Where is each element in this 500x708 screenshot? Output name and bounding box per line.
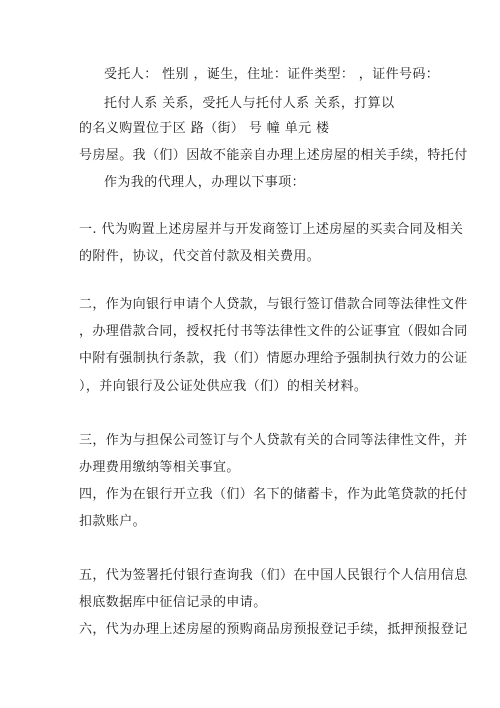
item-5-line-2: 根底数据库中征信记录的申请。 [79,595,267,610]
item-2-line-3: 中附有强制执行条款，我（们）情愿办理给予强制执行效力的公证 [79,351,468,366]
item-2-line-1: 二，作为向银行申请个人贷款，与银行签订借款合同等法律性文件 [79,297,468,312]
trustee-info-line: 受托人： 性别 ，诞生，住址：证件类型： ，证件号码： [104,67,440,82]
item-4-line-1: 四，作为在银行开立我（们）名下的储蓄卡，作为此笔贷款的托付 [79,487,468,502]
property-address-line: 的名义购置位于区 路（街） 号 幢 单元 楼 [79,121,330,136]
item-1-line-2: 的附件，协议，代交首付款及相关费用。 [79,249,321,264]
relationship-line: 托付人系 关系，受托人与托付人系 关系，打算以 [104,96,395,111]
item-2-line-4: ），并向银行及公证处供应我（们）的相关材料。 [79,379,368,394]
entrust-reason-line: 号房屋。我（们）因故不能亲自办理上述房屋的相关手续，特托付 [79,148,468,163]
item-4-line-2: 扣款账户。 [79,514,147,529]
agent-intro-line: 作为我的代理人，办理以下事项： [104,175,306,190]
item-2-line-2: ，办理借款合同，授权托付书等法律性文件的公证事宜（假如合同 [79,324,468,339]
item-3-line-2: 办理费用缴纳等相关事宜。 [79,460,240,475]
item-1-line-1: 一. 代为购置上述房屋并与开发商签订上述房屋的买卖合同及相关 [79,222,464,237]
item-5-line-1: 五，代为签署托付银行查询我（们）在中国人民银行个人信用信息 [79,568,468,583]
item-6-line-1: 六，代为办理上述房屋的预购商品房预报登记手续，抵押预报登记 [79,622,468,637]
item-3-line-1: 三，作为与担保公司签订与个人贷款有关的合同等法律性文件，并 [79,433,468,448]
